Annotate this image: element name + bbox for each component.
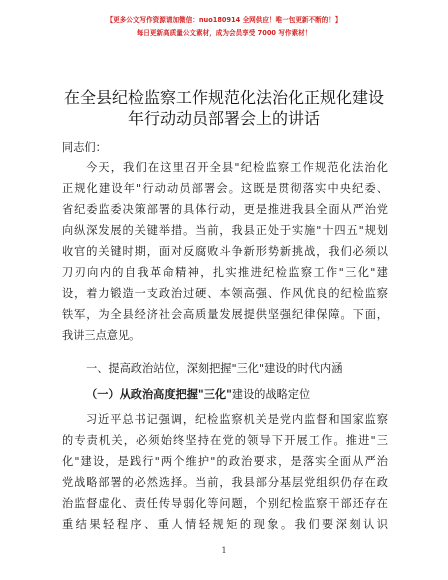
section-heading-1: 一、提高政治站位，深刻把握"三化"建设的时代内涵: [86, 362, 343, 375]
paragraph-1-line: 设，着力锻造一支政治过硬、本领高强、作风优良的纪检监察: [62, 287, 388, 300]
paragraph-1-line: 今天，我们在这里召开全县"纪检监察工作规范化法治化: [86, 161, 388, 174]
paragraph-2-line: 的专责机关，必须始终坚持在党的领导下开展工作。推进"三: [62, 434, 388, 447]
paragraph-2-line: 重结果轻程序、重人情轻规矩的现象。我们要深刻认识: [62, 518, 388, 531]
paragraph-2-line: 习近平总书记强调，纪检监察机关是党内监督和国家监察: [86, 413, 388, 426]
subsection-heading-bold: （一）从政治高度把握"三化": [86, 388, 232, 401]
paragraph-2-line: 化"建设，是践行"两个维护"的政治要求，是落实全面从严治: [62, 455, 388, 468]
paragraph-2-line: 治监督虚化、责任传导弱化等问题，个别纪检监察干部还存在: [62, 497, 388, 510]
document-title-line-1: 在全县纪检监察工作规范化法治化正规化建设: [63, 88, 384, 107]
document-title-line-2: 年行动动员部署会上的讲话: [127, 109, 320, 128]
paragraph-1-line: 刀刃向内的自我革命精神，扎实推进纪检监察工作"三化"建: [62, 266, 388, 279]
paragraph-1-line: 向纵深发展的关键举措。当前，我县正处于实施"十四五"规划: [62, 224, 388, 237]
promo-banner-line-2: 每日更新高质量公文素材，成为会员享受 7000 写作素材！: [136, 29, 312, 37]
paragraph-1-line: 收官的关键时期，面对反腐败斗争新形势新挑战，我们必须以: [62, 245, 388, 258]
paragraph-1-line: 铁军，为全县经济社会高质量发展提供坚强纪律保障。下面，: [62, 308, 388, 321]
paragraph-1-line: 省纪委监委决策部署的具体行动，更是推进我县全面从严治党: [62, 203, 388, 216]
page-number: 1: [221, 546, 227, 555]
paragraph-1-line: 正规化建设年"行动动员部署会。这既是贯彻落实中央纪委、: [62, 182, 388, 195]
promo-banner-line-1: 【更多公文写作资源请加微信：nuo180914 全网供应！唯一包更新不断的！】: [106, 16, 342, 24]
subsection-heading-1: [86, 386, 310, 402]
paragraph-1-line: 我讲三点意见。: [62, 329, 141, 342]
paragraph-2-line: 党战略部署的必然选择。当前，我县部分基层党组织仍存在政: [62, 476, 388, 489]
salutation: 同志们：: [62, 141, 107, 154]
subsection-heading-rest: 建设的战略定位: [231, 388, 311, 401]
